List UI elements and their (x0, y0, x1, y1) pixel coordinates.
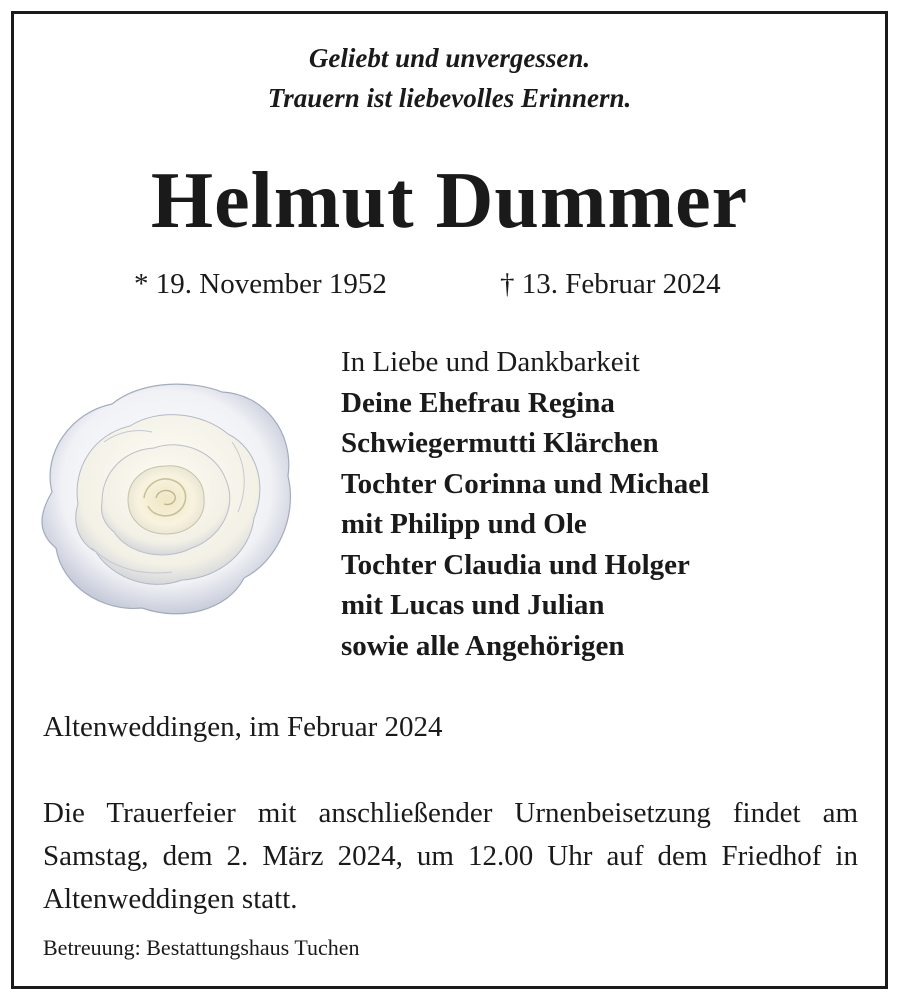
birth-date: * 19. November 1952 (134, 268, 387, 300)
mourner-line: mit Lucas und Julian (341, 589, 605, 621)
place-and-date: Altenweddingen, im Februar 2024 (43, 711, 443, 743)
mourner-line: Tochter Claudia und Holger (341, 548, 690, 581)
death-date: † 13. Februar 2024 (500, 268, 721, 300)
mourners-intro: In Liebe und Dankbarkeit (341, 346, 640, 378)
motto (14, 38, 885, 118)
mourner-line: sowie alle Angehörigen (341, 629, 625, 662)
mourner-line: Schwiegermutti Klärchen (341, 427, 659, 459)
obituary-notice (11, 11, 888, 989)
life-dates (14, 264, 885, 304)
white-rose-image (32, 372, 302, 622)
mourner-line: mit Philipp und Ole (341, 508, 587, 540)
mourner-line: Tochter Corinna und Michael (341, 467, 710, 500)
motto-line-2: Trauern ist liebevolles Erinnern. (267, 83, 632, 113)
funeral-service-info: Die Trauerfeier mit anschließender Urnenbeisetzung findet am Samstag, dem 2. März 2024, um 12.00 Uhr auf dem Friedhof in Altenweddingen statt. (43, 797, 858, 915)
motto-line-1: Geliebt und unvergessen. (308, 43, 591, 73)
mourner-line: Deine Ehefrau Regina (341, 386, 615, 419)
deceased-name: Helmut Dummer (150, 157, 749, 245)
mourners-block (341, 342, 709, 666)
funeral-home-note: Betreuung: Bestattungshaus Tuchen (43, 935, 360, 960)
